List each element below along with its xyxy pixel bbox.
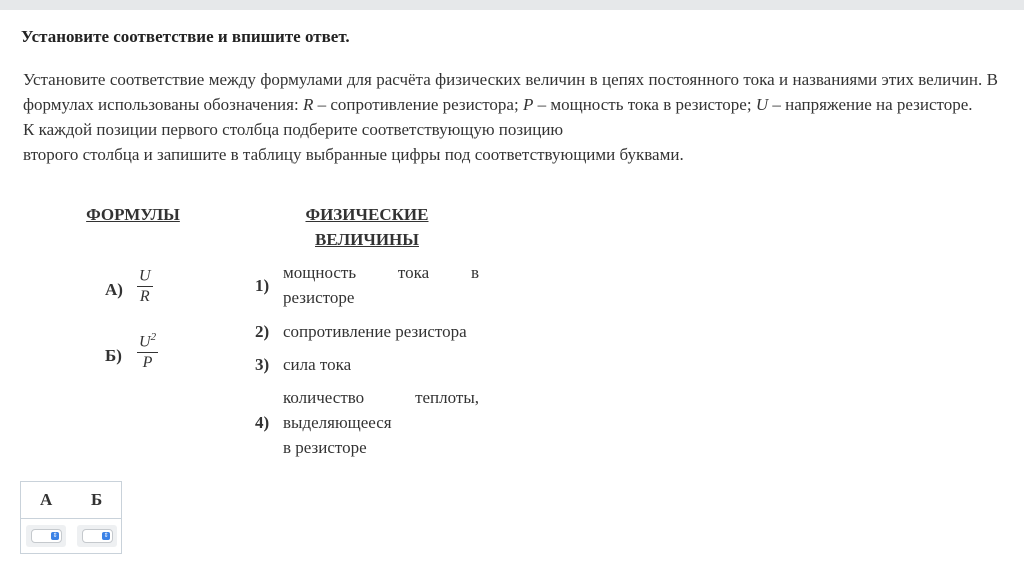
answer-letter-b: Б — [91, 490, 103, 509]
select-arrows-icon[interactable]: ⇕ — [52, 532, 58, 539]
formula-a-label: А) — [105, 280, 123, 299]
formula-b-label: Б) — [105, 346, 122, 365]
quantities-column-title: ФИЗИЧЕСКИЕ ВЕЛИЧИНЫ — [305, 205, 429, 249]
answer-select-b[interactable] — [77, 525, 117, 547]
quantity-text: мощность тока в резисторе — [283, 263, 479, 307]
quantity-text: сила тока — [283, 355, 352, 374]
select-arrows-icon[interactable]: ⇕ — [103, 532, 109, 539]
symbol-r: R — [302, 95, 314, 114]
quantity-text: сопротивление резистора — [283, 322, 467, 341]
quantity-number: 2) — [255, 322, 270, 341]
symbol-p: P — [522, 95, 534, 114]
select-box[interactable] — [82, 529, 113, 543]
answer-table-header — [21, 482, 121, 519]
instruction-line-2: второго столбца и запишите в таблицу выбранные цифры под соответствующими буквами. — [23, 145, 684, 164]
quantity-number: 4) — [255, 413, 270, 432]
formula-a-numerator: U — [139, 267, 151, 285]
formula-b-fraction — [137, 327, 158, 373]
formula-b-numerator: $U^2$ — [139, 331, 157, 351]
instruction-line-1: К каждой позиции первого столбца подберите соответствующую позицию — [23, 120, 564, 139]
top-bar — [0, 0, 1024, 10]
formula-b-denominator: P — [142, 354, 153, 372]
answer-select-a[interactable] — [26, 525, 66, 547]
formula-a-fraction — [137, 261, 153, 307]
formula-a-denominator: R — [139, 288, 150, 306]
task-intro: Установите соответствие между формулами для расчёта физических величин в цепях постоянного тока и названиями этих величин. В формулах использованы обозначения: R – сопротивление резистора; P – мощность тока в резисторе; U – напряжение на резисторе. — [23, 70, 998, 114]
select-box[interactable] — [31, 529, 62, 543]
task-text — [23, 67, 998, 167]
formulas-column-title: ФОРМУЛЫ — [86, 205, 180, 224]
quantity-number: 1) — [255, 276, 270, 295]
answer-table — [20, 481, 122, 554]
task-header: Установите соответствие и впишите ответ. — [21, 27, 350, 46]
symbol-u: U — [755, 95, 769, 114]
answer-letter-a: А — [40, 490, 53, 509]
quantity-text: количество теплоты, выделяющееся в резисторе — [283, 388, 479, 457]
quantity-number: 3) — [255, 355, 270, 374]
